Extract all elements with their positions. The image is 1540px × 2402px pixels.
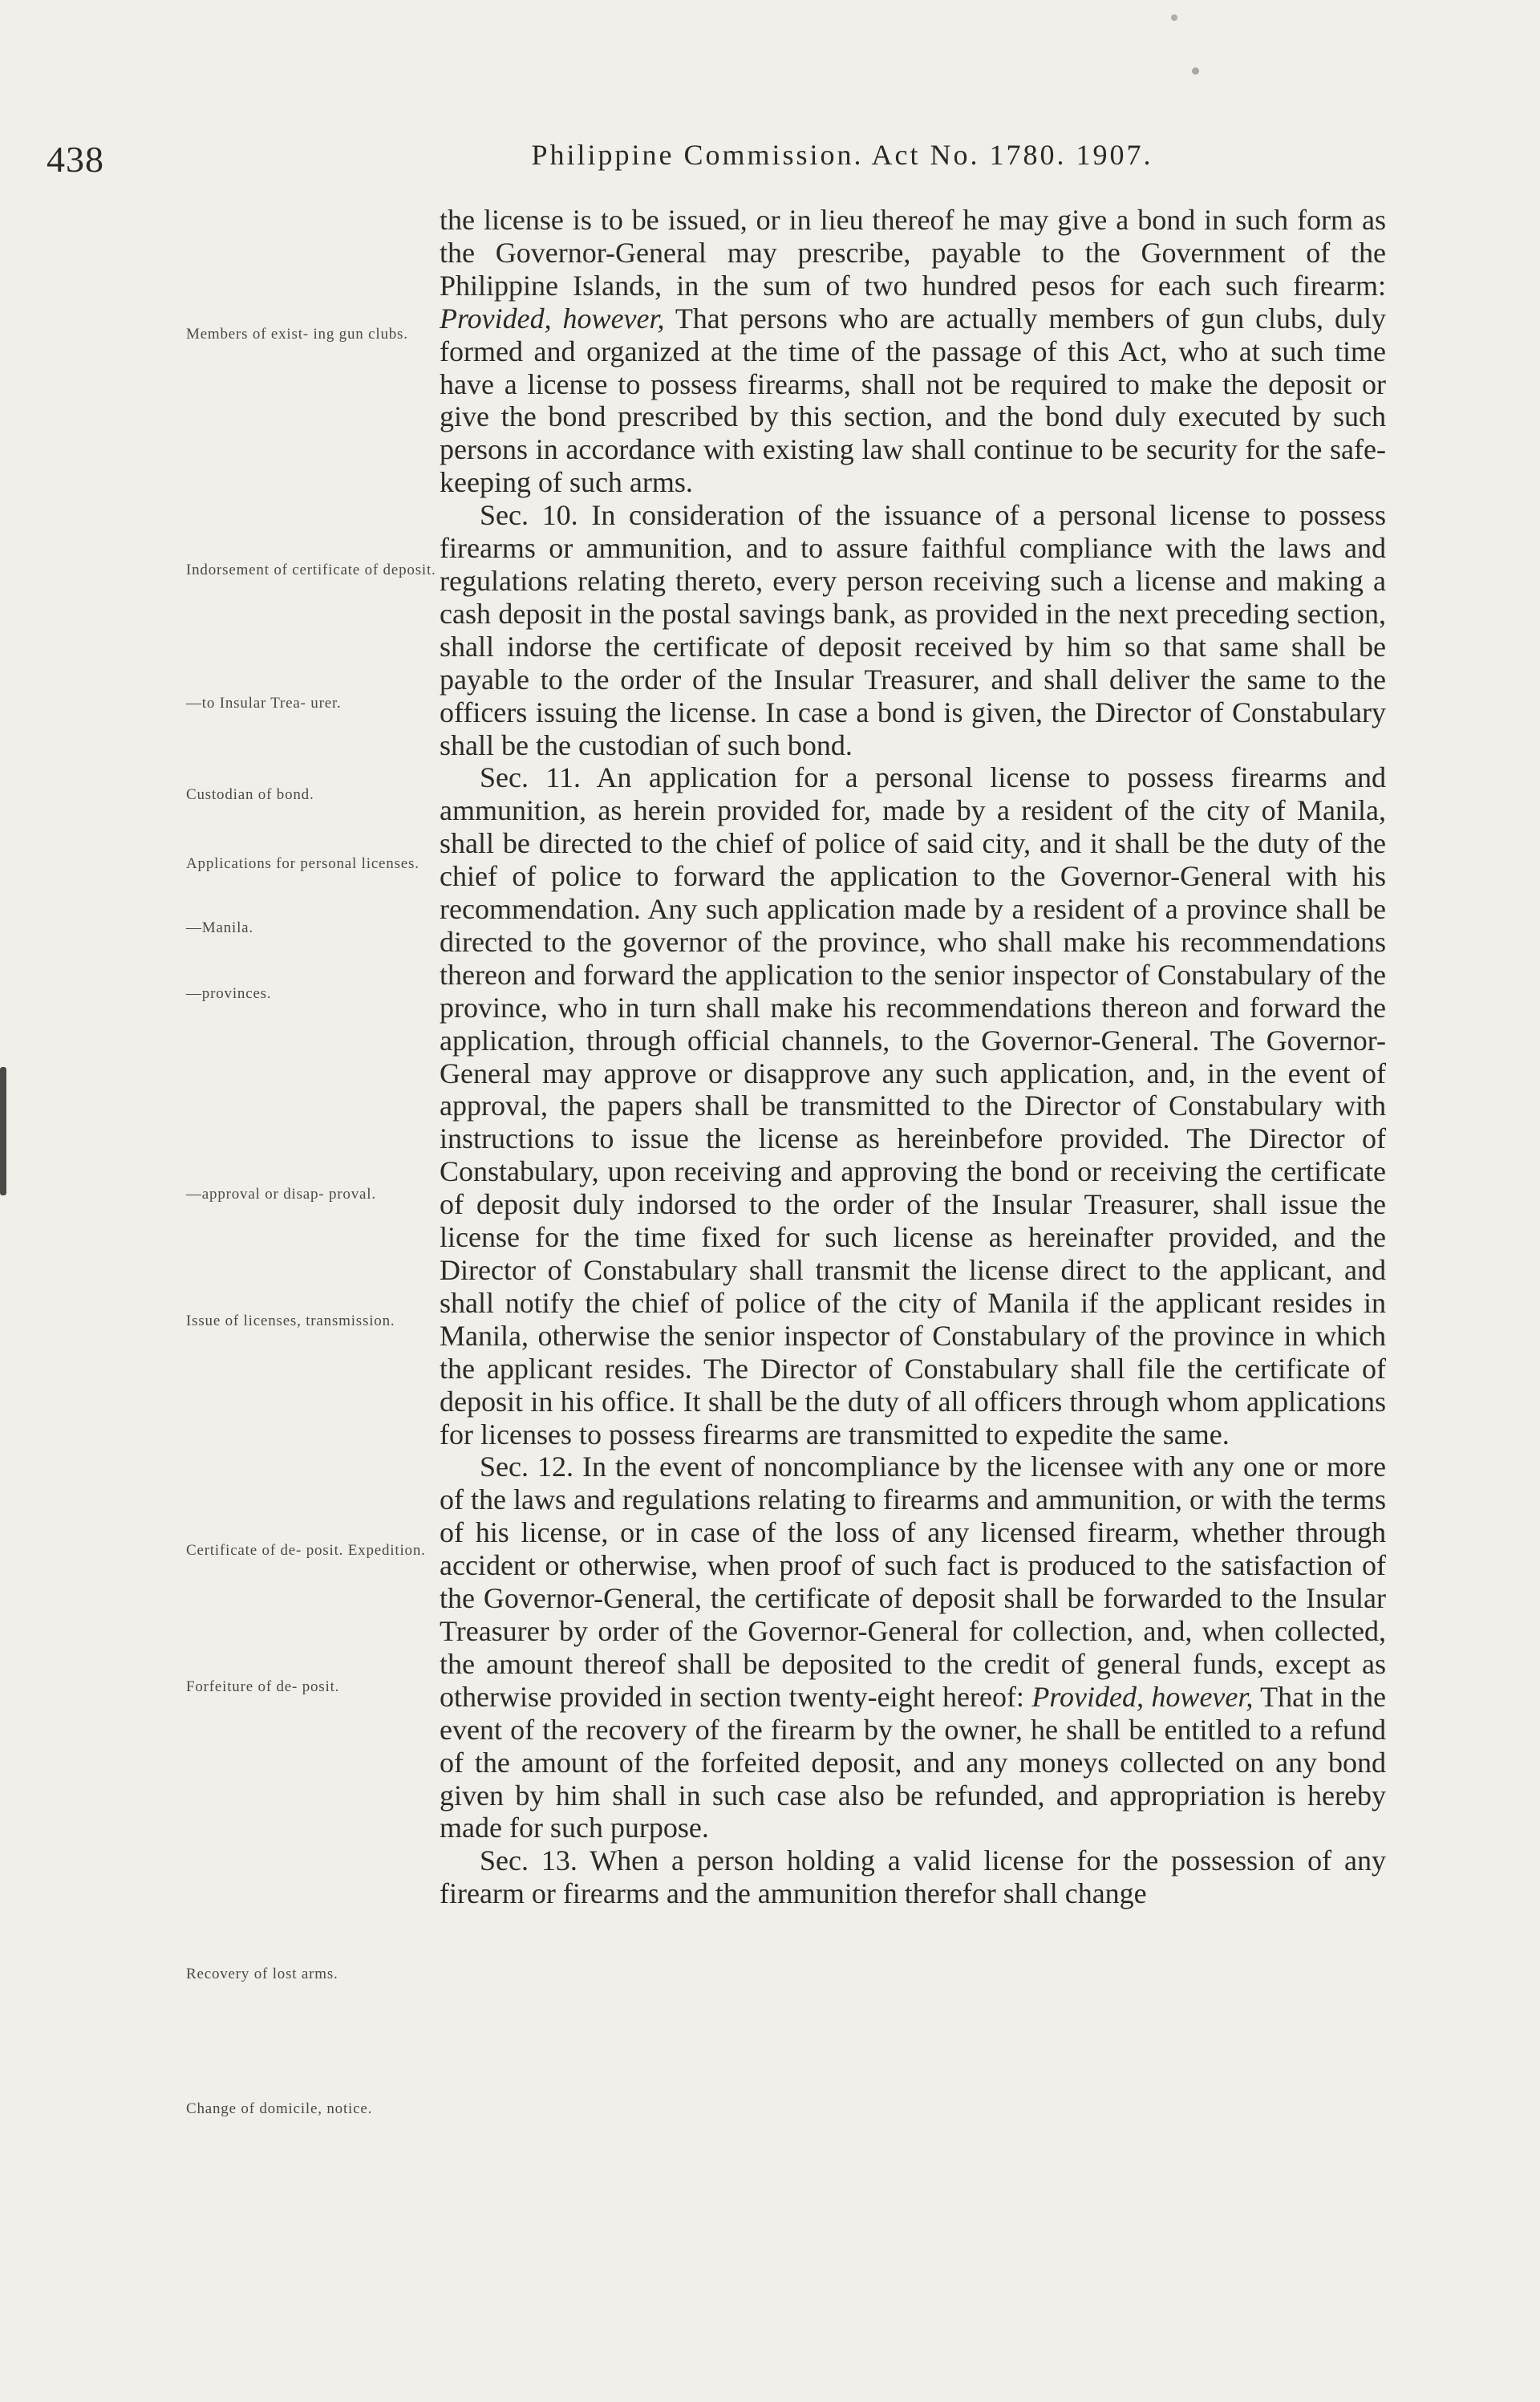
paragraph-section-12 bbox=[440, 1451, 1386, 1844]
binding-shadow bbox=[0, 1067, 6, 1195]
ink-smudge bbox=[1192, 67, 1199, 75]
proviso-italic: Provided, however, bbox=[440, 302, 665, 335]
margin-note-custodian: Custodian of bond. bbox=[186, 786, 314, 803]
margin-note-forfeiture: Forfeiture of de- posit. bbox=[186, 1678, 340, 1695]
margin-note-gun-clubs: Members of exist- ing gun clubs. bbox=[186, 326, 408, 343]
margin-note-manila: —Manila. bbox=[186, 919, 253, 936]
margin-note-insular-treasurer: —to Insular Trea- urer. bbox=[186, 695, 342, 712]
running-head-text: Philippine Commission. Act No. 1780. 1907. bbox=[531, 139, 1153, 171]
margin-note-approval: —approval or disap- proval. bbox=[186, 1186, 376, 1203]
paragraph-section-10: Sec. 10. In consideration of the issuance of a personal license to possess firearms or ammunition, and to assure faithful compliance with the laws and regulations relating thereto, every person receiving such a license and making a cash deposit in the postal savings bank, as provided in the next preceding section, shall indorse the certificate of deposit received by him so that same shall be payable to the order of the Insular Treasurer, and shall deliver the same to the officers issuing the license. In case a bond is given, the Director of Constabulary shall be the custodian of such bond. bbox=[440, 499, 1386, 761]
margin-note-provinces: —provinces. bbox=[186, 985, 272, 1002]
margin-note-issue-of-licenses: Issue of licenses, transmission. bbox=[186, 1313, 395, 1329]
margin-note-certificate-expedition: Certificate of de- posit. Expedition. bbox=[186, 1542, 426, 1559]
text-run: That persons who are actually members of gun clubs, duly formed and organized at the time of the passage of this Act, who at such time have a license to possess firearms, shall not be required to make the deposit or give the bond prescribed by this section, and the bond duly executed by such persons in accordance with existing law shall continue to be security for the safe-keeping of such arms. bbox=[440, 302, 1386, 499]
text-run: the license is to be issued, or in lieu thereof he may give a bond in such form as the Governor-General may prescribe, payable to the Government of the Philippine Islands, in the sum of two hundred pesos for each such firearm: bbox=[440, 204, 1386, 302]
ink-smudge bbox=[1171, 14, 1177, 21]
proviso-italic: Provided, however, bbox=[1031, 1680, 1254, 1713]
text-run: That in the event of the recovery of the firearm by the owner, he shall be entitled to a refund of the amount of the forfeited deposit, and any moneys collected on any bond given by him shall in such case also be refunded, and appropriation is hereby made for such purpose. bbox=[440, 1680, 1386, 1844]
paragraph-section-11: Sec. 11. An application for a personal license to possess firearms and ammunition, as herein provided for, made by a resident of the city of Manila, shall be directed to the chief of police of said city, and it shall be the duty of the chief of police to forward the application to the Governor-General with his recommendation. Any such application made by a resident of a province shall be directed to the governor of the province, who shall make his recommendations thereon and forward the application to the senior inspector of Constabulary of the province, who in turn shall make his recommendations thereon and forward the application, through official channels, to the Governor-General. The Governor-General may approve or disapprove any such application, and, in the event of approval, the papers shall be transmitted to the Director of Constabulary with instructions to issue the license as hereinbefore provided. The Director of Constabulary, upon receiving and approving the bond or receiving the certificate of deposit duly indorsed to the order of the Insular Treasurer, shall issue the license for the time fixed for such license as hereinafter provided, and the Director of Constabulary shall transmit the license direct to the applicant, and shall notify the chief of police of the city of Manila if the applicant resides in Manila, otherwise the senior inspector of Constabulary of the province in which the applicant resides. The Director of Constabulary shall file the certificate of deposit in his office. It shall be the duty of all officers through whom applications for licenses to possess firearms are transmitted to expedite the same. bbox=[440, 761, 1386, 1451]
body-text bbox=[440, 204, 1386, 1910]
margin-note-change-of-domicile: Change of domicile, notice. bbox=[186, 2100, 373, 2117]
margin-note-indorsement: Indorsement of certificate of deposit. bbox=[186, 562, 436, 578]
running-head bbox=[0, 138, 1540, 172]
margin-note-recovery: Recovery of lost arms. bbox=[186, 1966, 338, 1982]
paragraph-section-13: Sec. 13. When a person holding a valid license for the possession of any firearm or firearms and the ammunition therefor shall change bbox=[440, 1844, 1386, 1910]
paragraph-sec9-continuation bbox=[440, 204, 1386, 499]
text-run: Sec. 12. In the event of noncompliance by the licensee with any one or more of the laws and regulations relating to firearms and ammunition, or with the terms of his license, or in case of the loss of any licensed firearm, whether through accident or otherwise, when proof of such fact is produced to the satisfaction of the Governor-General, the certificate of deposit shall be forwarded to the Insular Treasurer by order of the Governor-General for collection, and, when collected, the amount thereof shall be deposited to the credit of general funds, except as otherwise provided in section twenty-eight hereof: bbox=[440, 1451, 1386, 1713]
page-number: 438 bbox=[47, 139, 104, 180]
margin-note-applications: Applications for personal licenses. bbox=[186, 855, 419, 872]
